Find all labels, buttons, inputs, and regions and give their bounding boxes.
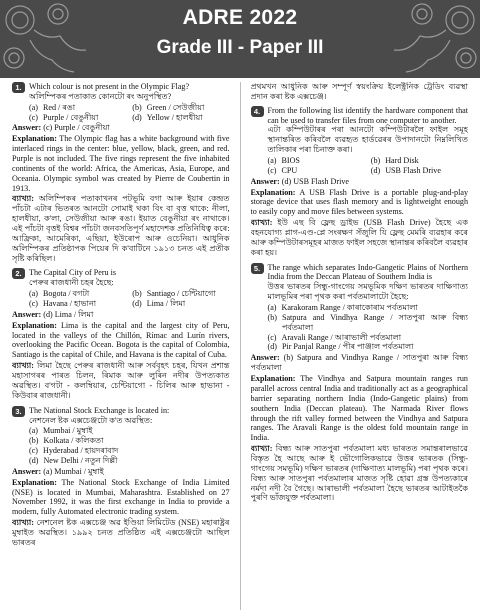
option-key: (a) — [267, 303, 277, 313]
option-key: (a) — [267, 156, 277, 166]
answer-line — [12, 467, 230, 477]
explanation-text: Lima is the capital and the largest city of Peru, located in the valleys of the Chillón, Rímac and Lurín rivers, overlooking the Pacific Ocean. Bogota is the capital of Colombia, Santiago is the capital of Chile, and Havana is the capital of Cuba. — [12, 320, 230, 360]
option-text: BIOS — [281, 156, 300, 166]
question-text — [268, 263, 469, 302]
option-key: (b) — [370, 156, 381, 166]
options-list — [29, 426, 230, 465]
explanation-assamese-text: ইউ এছ বি ফ্লেছ ড্ৰাইভ (USB Flash Drive) হৈছে এক বহনযোগ্য প্লাগ-এণ্ড-প্লে সংৰক্ষণ সঁজুলি যি ফ্লেছ মেমৰি ব্যৱহাৰ কৰে আৰু কম্পিউটাৰসমূহৰ মাজত ফাইল সহজে স্থানান্তৰ কৰিবলৈ ব্যৱহাৰ কৰা হয়। — [250, 218, 468, 257]
explanation-assamese — [12, 518, 230, 548]
question-text — [268, 106, 469, 155]
option-item — [371, 156, 468, 166]
option-text: Hard Disk — [385, 156, 419, 166]
option-item — [268, 156, 365, 166]
question-text-english: The range which separates Indo-Gangetic Plains of Northern India from the Deccan Plateau of Southern India is — [267, 262, 468, 282]
question-text-assamese: উত্তৰ ভাৰতৰ সিন্ধু-গাংগেয় সমভূমিক দক্ষিণ ভাৰতৰ দাক্ষিণাত্য মালভূমিৰ পৰা পৃথক কৰা পৰ্বতমালাটো হৈছে: — [267, 282, 468, 302]
option-key: (d) — [132, 299, 142, 309]
question-text-english: The Capital City of Peru is — [29, 268, 116, 278]
header-banner — [0, 0, 480, 78]
option-text: Pir Panjal Range / পীৰ পাঞ্জাল পৰ্বতমালা — [281, 342, 414, 352]
explanation-text: A USB Flash Drive is a portable plug-and-play storage device that uses flash memory and is lightweight enough to easily copy and move files between systems. — [250, 187, 468, 217]
question-block — [12, 82, 230, 263]
option-key: (b) — [29, 436, 39, 446]
option-item — [268, 333, 469, 343]
question-number-badge: 1. — [12, 82, 25, 93]
option-item — [268, 166, 365, 176]
option-text: Green / সেউজীয়া — [146, 102, 205, 112]
question-text-english: From the following list identify the hardware component that can be used to transfer files from one computer to another. — [267, 105, 468, 125]
explanation-assamese-label: ব্যাখ্যা: — [250, 218, 273, 228]
option-text: Aravali Range / আৰাভালী পৰ্বতমালা — [281, 332, 402, 342]
explanation-assamese-label: ব্যাখ্যা: — [250, 444, 273, 454]
options-list — [29, 103, 230, 123]
option-text: Mumbai / মুম্বাই — [42, 426, 93, 436]
question-text-english: Which colour is not present in the Olympic Flag? — [29, 82, 190, 91]
explanation-assamese — [251, 444, 469, 503]
explanation-label: Explanation: — [12, 477, 57, 487]
option-text: Purple / বেঙুনীয়া — [42, 112, 99, 122]
option-key: (c) — [29, 299, 38, 309]
explanation-assamese — [12, 194, 230, 263]
answer-line — [12, 310, 230, 320]
question-header — [12, 406, 230, 426]
answer-label: Answer: — [250, 353, 280, 363]
explanation-label: Explanation: — [250, 187, 296, 197]
option-key: (b) — [132, 102, 142, 112]
question-block — [251, 106, 469, 258]
option-key: (d) — [132, 112, 142, 122]
option-key: (a) — [29, 102, 38, 112]
option-item — [132, 103, 229, 113]
content-columns — [12, 82, 468, 610]
option-text: USB Flash Drive — [385, 165, 441, 175]
option-text: Bogota / বগটা — [42, 289, 90, 299]
option-key: (d) — [267, 342, 277, 352]
question-text-assamese: পেৰুৰ ৰাজধানী চহৰ হৈছে: — [29, 278, 114, 288]
page-subtitle: Grade III - Paper III — [156, 37, 324, 58]
option-key: (b) — [132, 289, 142, 299]
option-item — [29, 446, 230, 456]
answer-line — [251, 177, 469, 187]
option-item — [132, 289, 229, 299]
option-key: (a) — [29, 289, 38, 299]
continuation-text: প্ৰথমখন আধুনিক আৰু সম্পূৰ্ণ স্বয়ংক্ৰিয় ইলেক্ট্ৰনিক ট্ৰেডিং ব্যৱস্থা প্ৰদান কৰা ষ্টক এক্সচেঞ্জ। — [250, 82, 468, 101]
options-list — [268, 303, 469, 352]
question-number-badge: 3. — [12, 406, 25, 417]
question-text — [29, 82, 230, 102]
question-number-badge: 5. — [251, 263, 264, 274]
explanation-text: The Vindhya and Satpura mountain ranges run parallel across central India and traditionally act as a geographical barrier separating northern India (Indo-Gangetic plains) from southern India (Deccan plateau). The Narmada River flows through the rift valley formed between the Vindhya and Satpura ranges. The Aravali Range is the oldest fold mountain range in India. — [250, 374, 468, 443]
option-text: Yellow / হালধীয়া — [146, 112, 203, 122]
option-key: (c) — [267, 332, 277, 342]
explanation-assamese-label: ব্যাখ্যা: — [12, 518, 34, 528]
question-block — [12, 406, 230, 548]
option-key: (a) — [29, 426, 38, 436]
explanation-assamese — [251, 218, 469, 257]
option-item — [29, 456, 230, 466]
question-header — [251, 263, 469, 302]
option-item — [29, 289, 126, 299]
options-list — [268, 156, 469, 176]
option-key: (c) — [267, 165, 277, 175]
explanation-label: Explanation: — [12, 134, 57, 144]
question-block — [251, 263, 469, 504]
explanation-english — [12, 134, 230, 193]
explanation-text: The National Stock Exchange of India Limited (NSE) is located in Mumbai, Maharashtra. Established on 27 November 1992, it was the first exchange in India to provide a modern, fully Automated electronic trading system. — [12, 477, 230, 517]
option-item — [29, 436, 230, 446]
answer-value: (d) USB Flash Drive — [281, 176, 349, 186]
page-title: ADRE 2022 — [182, 6, 298, 29]
option-text: New Delhi / নতুন দিল্লী — [43, 455, 118, 465]
question-text-assamese: নেশনেল ষ্টক এক্সচেঞ্জটো ক'ত অৱস্থিত: — [29, 415, 153, 425]
question-header — [12, 268, 230, 288]
explanation-text: The Olympic flag has a white background with five interlaced rings in the center: blue, yellow, black, green, and red. Purple is not included. The five rings represent the five inhabited continents of the world: Africa, the Americas, Asia, Europe, and Oceania. Olympic symbol was created by Pierre de Coubertin in 1913. — [12, 134, 230, 193]
answer-label: Answer: — [12, 123, 42, 133]
option-item — [268, 313, 469, 333]
question-text — [29, 268, 230, 288]
option-key: (b) — [267, 312, 277, 322]
question-text — [29, 406, 230, 426]
explanation-english — [251, 374, 469, 443]
option-text: Lima / লিমা — [146, 299, 186, 309]
option-item — [371, 166, 468, 176]
option-key: (c) — [29, 446, 38, 456]
option-key: (d) — [370, 165, 381, 175]
option-item — [29, 426, 230, 436]
options-list — [29, 289, 230, 309]
question-number-badge: 2. — [12, 268, 25, 279]
question-text-assamese: অলিম্পিকৰ পতাকাত কোনটো ৰং অনুপস্থিত? — [29, 91, 172, 101]
explanation-english — [251, 188, 469, 218]
answer-value: (a) Mumbai / মুম্বাই — [43, 466, 104, 476]
option-key: (d) — [29, 455, 39, 465]
column-divider — [240, 82, 241, 610]
answer-label: Answer: — [250, 176, 280, 186]
answer-line — [12, 123, 230, 133]
option-item — [268, 342, 469, 352]
explanation-assamese-label: ব্যাখ্যা: — [12, 194, 34, 204]
option-text: Kolkata / কলিকতা — [43, 436, 104, 446]
answer-line — [251, 353, 469, 373]
option-item — [29, 299, 126, 309]
option-item — [132, 299, 229, 309]
question-header — [251, 106, 469, 155]
answer-label: Answer: — [12, 466, 42, 476]
explanation-assamese-text: বিন্ধ্য আৰু সাতপুৰা পৰ্বতমালা মধ্য ভাৰতত সমান্তৰালভাৱে বিস্তৃত হৈ আছে আৰু ই ভৌগোলিকভাৱে উত্তৰ ভাৰতক (সিন্ধু-গাংগেয় সমভূমি) দক্ষিণ ভাৰতৰ (দাক্ষিণাত্য মালভূমি) পৰা পৃথক কৰে। বিন্ধ্য আৰু সাতপুৰা পৰ্বতমালাৰ মাজত সৃষ্টি হোৱা গ্ৰস্ত উপত্যকাৰে নৰ্মদা নদী বৈ গৈছে। আৰাভালী পৰ্বতমালা হৈছে ভাৰতৰ আটাইতকৈ পুৰণি ভাঁজযুক্ত পৰ্বতমালা। — [250, 444, 468, 503]
question-text-assamese: এটা কম্পিউটাৰৰ পৰা আনটো কম্পিউটাৰলৈ ফাইল সমূহ স্থানান্তৰিত কৰিবলৈ ব্যৱহৃত হাৰ্ডৱেৰৰ উপাদানটো নিম্নলিখিত তালিকাৰ পৰা চিনাক্ত কৰা। — [267, 125, 468, 155]
option-item — [268, 303, 469, 313]
option-key: (c) — [29, 112, 38, 122]
question-header — [12, 82, 230, 102]
answer-value: (c) Purple / বেঙুনীয়া — [43, 123, 110, 133]
option-text: Havana / হাভানা — [42, 299, 97, 309]
option-item — [132, 113, 229, 123]
option-text: Karakoram Range / কাৰাকোৰাম পৰ্বতমালা — [281, 303, 418, 313]
option-item — [29, 103, 126, 113]
option-text: Santiago / চেন্টিয়াগো — [146, 289, 216, 299]
explanation-label: Explanation: — [12, 320, 57, 330]
answer-value: (d) Lima / লিমা — [43, 309, 94, 319]
explanation-label: Explanation: — [250, 374, 296, 384]
option-item — [29, 113, 126, 123]
option-text: Satpura and Vindhya Range / সাতপুৰা আৰু বিন্ধ্য পৰ্বতমালা — [281, 312, 468, 332]
question-text-english: The National Stock Exchange is located in: — [29, 405, 170, 415]
answer-value: (b) Satpura and Vindhya Range / সাতপুৰা আৰু বিন্ধ্য পৰ্বতমালা — [250, 353, 468, 373]
left-column — [12, 82, 230, 610]
right-column — [251, 82, 469, 610]
explanation-assamese-text: অলিম্পিকৰ পতাকাখনৰ পটভূমি বগা আৰু ইয়াৰ কেন্দ্ৰত পাঁচটা এটাৰ ভিতৰত আনটো সোমাই থকা বিং বা বৃত্ত থাকে: নীলা, হালধীয়া, ক'লা, সেউজীয়া আৰু ৰঙা। ইয়াত বেঙুনীয়া ৰং নাথাকে। এই পাঁচটা বৃত্তই বিশ্বৰ পাঁচটা জনবসতিপূর্ণ মহাদেশক প্রতিনিধিত্ব কৰে: আফ্রিকা, আমেৰিকা, এছিয়া, ইউৰোপ আৰু ওচেনিয়া। আধুনিক অলিম্পিকৰ প্রতিষ্ঠাপক পিয়েৰ দি ক'বাটিনে ১৯১৩ চনত এই প্ৰতীক সৃষ্টি কৰিছিল। — [12, 194, 230, 263]
question-number-badge: 4. — [251, 106, 264, 117]
explanation-assamese — [12, 361, 230, 400]
question-block — [12, 268, 230, 400]
explanation-assamese-text: লিমা হৈছে পেৰুৰ ৰাজধানী আৰু সৰ্ববৃহৎ চহৰ, যিখন প্ৰশান্ত মহাসাগৰৰ পাৰত চিলন, ৰিমাক আৰু লুৰিন নদীৰ উপত্যকাত অৱস্থিত। ব'গটা - কলম্বিয়াৰ, চেন্টিয়াগো - চিলিৰ আৰু হাভানা - কিউবাৰ ৰাজধানী। — [12, 361, 230, 400]
explanation-assamese-text: নেশনেল ষ্টক এক্সচেঞ্জ অৱ ইণ্ডিয়া লিমিটেড (NSE) মহাৰাষ্ট্ৰৰ মুম্বাইত অৱস্থিত। ১৯৯২ চনত প্ৰতিষ্ঠিত এই এক্সচেঞ্জটো আছিল ভাৰতৰ — [12, 518, 230, 547]
option-text: Hyderabad / হায়দৰাবাদ — [42, 446, 119, 456]
explanation-english — [12, 321, 230, 360]
option-text: CPU — [281, 165, 298, 175]
explanation-assamese-label: ব্যাখ্যা: — [12, 361, 34, 371]
right-column-questions — [251, 106, 469, 504]
option-text: Red / ৰঙা — [42, 102, 76, 112]
explanation-english — [12, 478, 230, 517]
answer-label: Answer: — [12, 309, 42, 319]
